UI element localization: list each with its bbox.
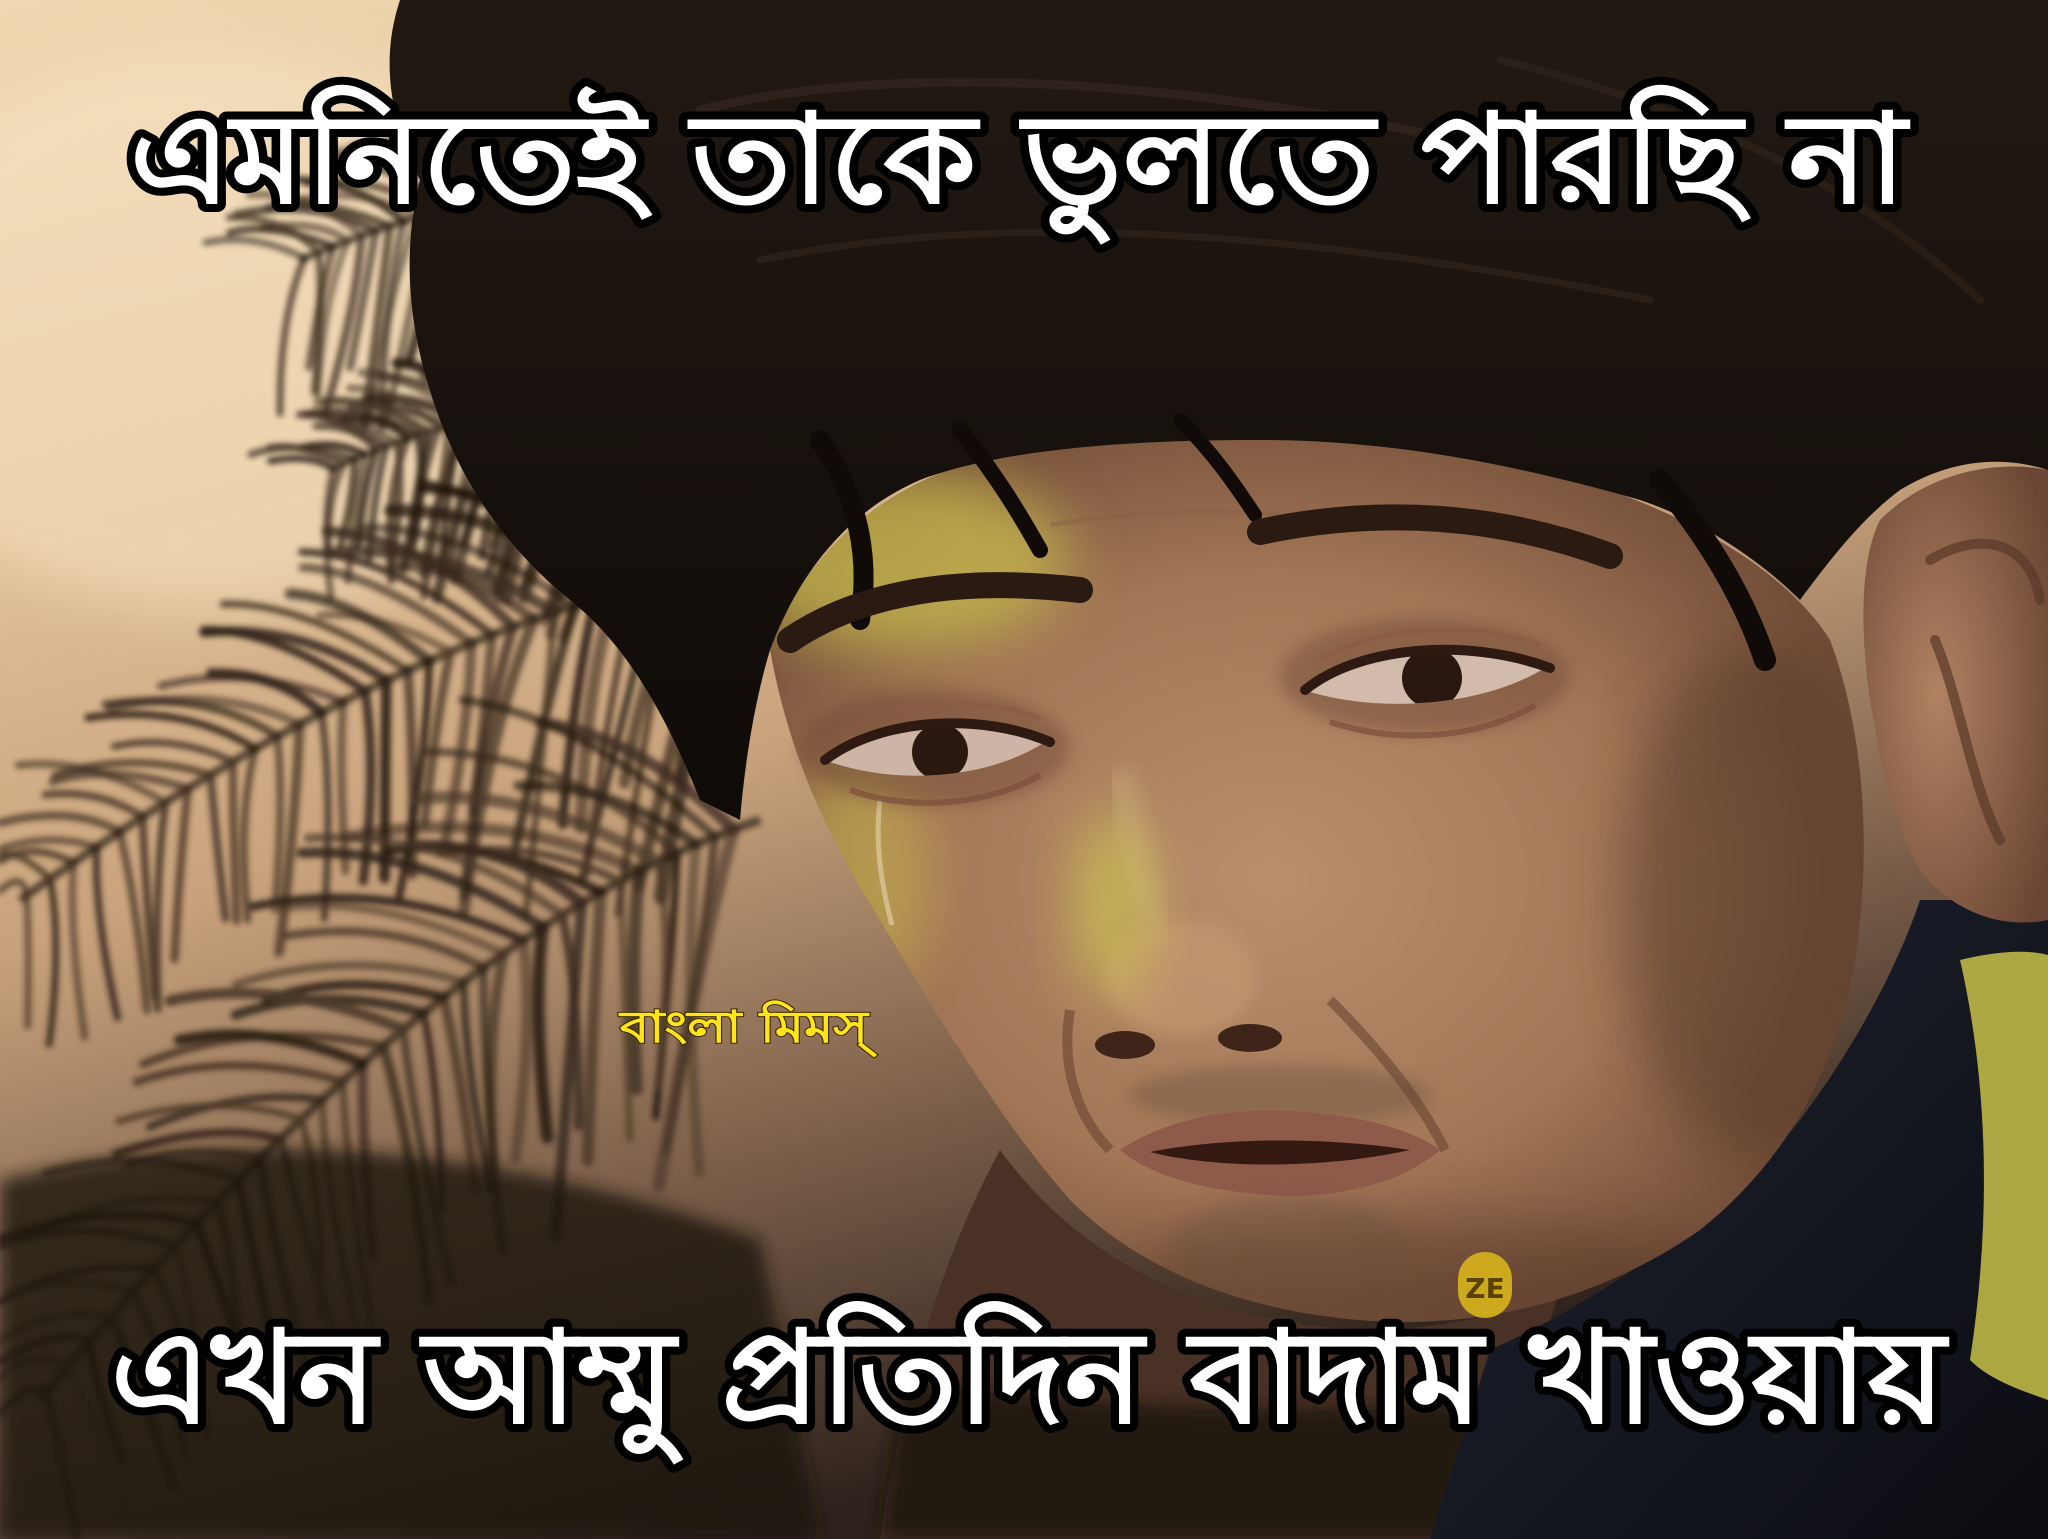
left-iris <box>912 724 968 780</box>
palm-leaflet <box>27 895 29 1025</box>
palm-leaflet <box>385 681 387 879</box>
chin-stubble <box>1170 1195 1410 1295</box>
palm-leaflet <box>634 871 640 1088</box>
right-iris <box>1402 648 1462 708</box>
left-eye <box>800 690 1070 806</box>
palm-leaflet <box>233 762 237 921</box>
palm-leaflet <box>341 702 345 871</box>
channel-logo-text: ZE <box>1465 1272 1505 1305</box>
right-nostril <box>1218 1024 1282 1052</box>
palm-leaflet <box>276 736 281 901</box>
watermark-text: বাংলা মিমস্ <box>620 1002 828 1053</box>
left-nostril <box>1095 1031 1155 1059</box>
top-caption: এমনিতেই তাকে ভুলতে পারছি না <box>129 88 1785 232</box>
bottom-caption: এখন আম্মু প্রতিদিন বাদাম খাওয়ায় <box>110 1304 1887 1453</box>
nose-yellow-highlight <box>1074 810 1150 1000</box>
